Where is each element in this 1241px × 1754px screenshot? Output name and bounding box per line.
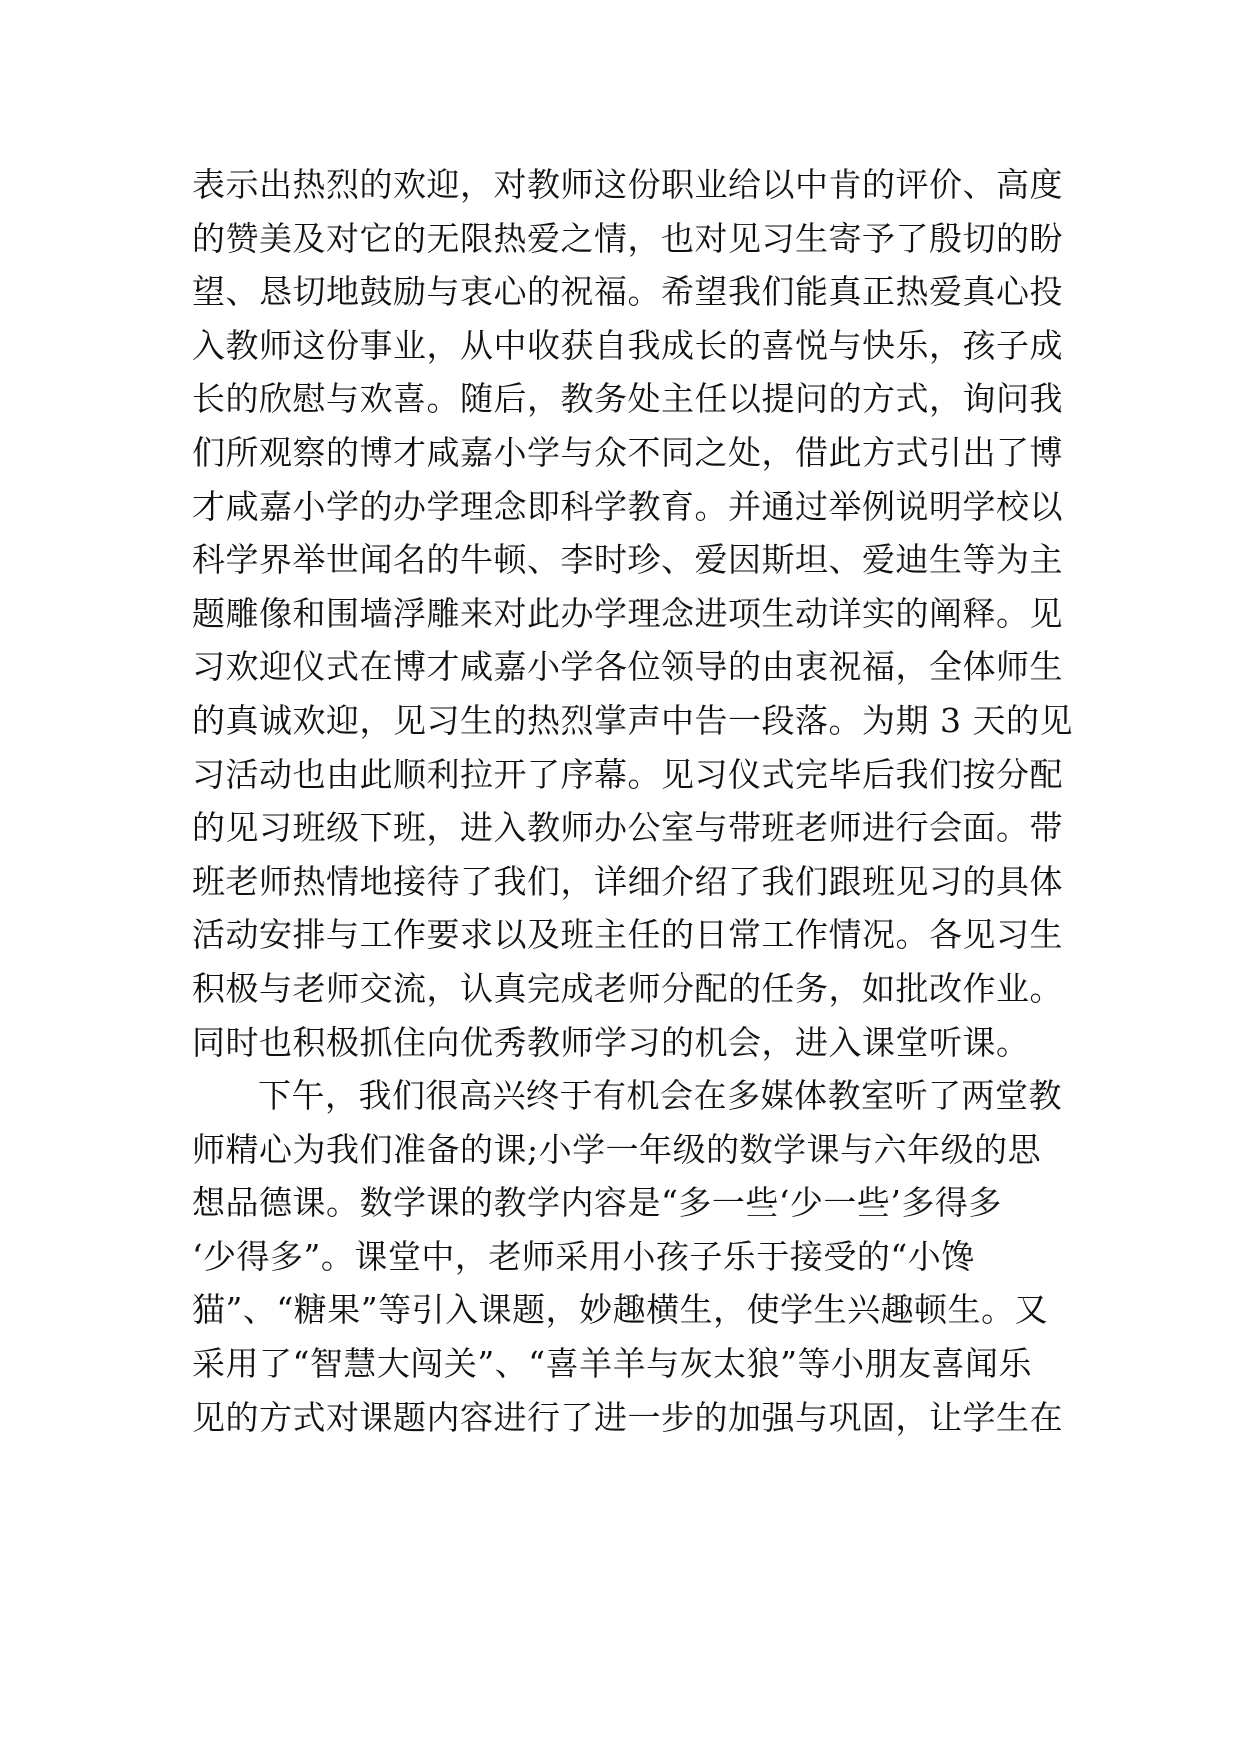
text-line: 活动安排与工作要求以及班主任的日常工作情况。各见习生 <box>192 915 1063 955</box>
paragraph-2 <box>192 1069 1072 1444</box>
text-line: 长的欣慰与欢喜。随后，教务处主任以提问的方式，询问我 <box>192 379 1063 419</box>
text-line: 的真诚欢迎，见习生的热烈掌声中告一段落。为期 3 天的见 <box>192 700 1073 740</box>
text-line: 们所观察的博才咸嘉小学与众不同之处，借此方式引出了博 <box>192 432 1063 472</box>
text-line: 望、恳切地鼓励与衷心的祝福。希望我们能真正热爱真心投 <box>192 272 1063 312</box>
text-line: 的赞美及对它的无限热爱之情，也对见习生寄予了殷切的盼 <box>192 218 1063 258</box>
text-line: 的见习班级下班，进入教师办公室与带班老师进行会面。带 <box>192 808 1063 848</box>
text-line: ‘少得多”。课堂中，老师采用小孩子乐于接受的“小馋 <box>192 1236 975 1276</box>
text-line: 习活动也由此顺利拉开了序幕。见习仪式完毕后我们按分配 <box>192 754 1063 794</box>
paragraph-1 <box>192 158 1072 1069</box>
text-line: 习欢迎仪式在博才咸嘉小学各位领导的由衷祝福，全体师生 <box>192 647 1063 687</box>
text-line: 同时也积极抓住向优秀教师学习的机会，进入课堂听课。 <box>192 1022 1030 1062</box>
text-line: 表示出热烈的欢迎，对教师这份职业给以中肯的评价、高度 <box>192 165 1063 204</box>
text-line: 见的方式对课题内容进行了进一步的加强与巩固，让学生在 <box>192 1397 1063 1437</box>
text-line: 下午，我们很高兴终于有机会在多媒体教室听了两堂教 <box>258 1076 1062 1116</box>
text-line: 积极与老师交流，认真完成老师分配的任务，如批改作业。 <box>192 968 1063 1008</box>
text-line: 班老师热情地接待了我们，详细介绍了我们跟班见习的具体 <box>192 861 1063 901</box>
text-line: 才咸嘉小学的办学理念即科学教育。并通过举例说明学校以 <box>192 486 1063 526</box>
body-text <box>192 158 1072 1444</box>
text-line: 师精心为我们准备的课;小学一年级的数学课与六年级的思 <box>192 1129 1042 1169</box>
text-line: 采用了“智慧大闯关”、“喜羊羊与灰太狼”等小朋友喜闻乐 <box>192 1344 1032 1384</box>
text-line: 科学界举世闻名的牛顿、李时珍、爱因斯坦、爱迪生等为主 <box>192 540 1063 580</box>
text-line: 入教师这份事业，从中收获自我成长的喜悦与快乐，孩子成 <box>192 325 1063 365</box>
text-line: 猫”、“糖果”等引入课题，妙趣横生，使学生兴趣顿生。又 <box>192 1290 1049 1330</box>
text-line: 题雕像和围墙浮雕来对此办学理念进项生动详实的阐释。见 <box>192 593 1063 633</box>
text-line: 想品德课。数学课的教学内容是“多一些‘少一些’多得多 <box>192 1183 1002 1223</box>
